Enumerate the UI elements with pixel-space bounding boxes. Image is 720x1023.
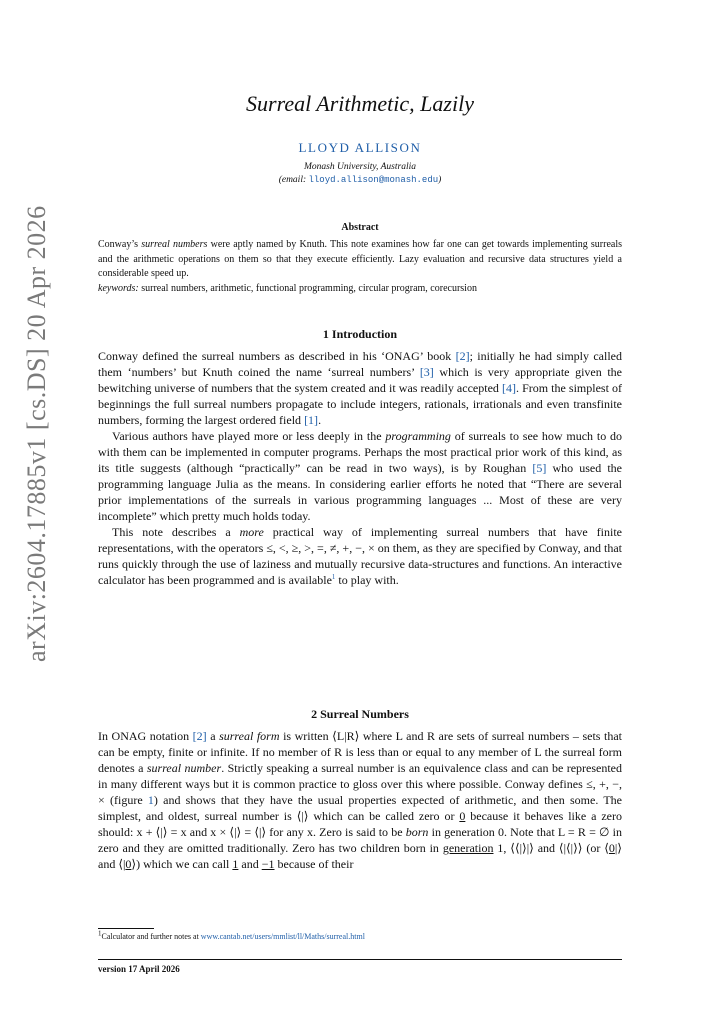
email-suffix: ) (438, 175, 442, 185)
citation-link[interactable]: [1] (304, 413, 319, 427)
citation-link[interactable]: [2] (192, 729, 207, 743)
paragraph: Various authors have played more or less deeply in the programming of surreals to see how much to do with them can be implemented in computer programs. Perhaps the most practical prior work of this kind, as its title suggests (although “practically” can be read in two ways), is by Roughan [5] who used the programming language Julia as the means. In considering earlier efforts he noted that “There are several prior implementations of the surreals in various programming languages ... Most of these are very incomplete” which pretty much holds today. (98, 429, 622, 523)
arxiv-identifier: arXiv:2604.17885v1 [cs.DS] 20 Apr 2026 (22, 205, 51, 662)
section-heading-surreal-numbers: 2 Surreal Numbers (311, 707, 409, 721)
citation-link[interactable]: [3] (419, 365, 434, 379)
footnote-number: 1 (98, 929, 102, 938)
affiliation: Monash University, Australia (304, 162, 416, 172)
email-link[interactable]: lloyd.allison@monash.edu (308, 175, 439, 185)
author-name[interactable]: LLOYD ALLISON (298, 140, 422, 155)
paragraph: In ONAG notation [2] a surreal form is written ⟨L|R⟩ where L and R are sets of surreal numbers – sets that can be empty, finite or infinite. If no member of R is less than or equal to any member of L the surreal form denotes a surreal number. Strictly speaking a surreal number is an equivalence class and can be represented in many different ways but it is common practice to gloss over this where possible. Conway defines ≤, +, −, × (figure 1) and shows that they have the usual properties expected of arithmetic, and then some. The simplest, and oldest, surreal number is ⟨|⟩ which can be called zero or 0 because it behaves like a zero should: x + ⟨|⟩ = x and x × ⟨|⟩ = ⟨|⟩ for any x. Zero is said to be born in generation 0. Note that L = R = ∅ in zero and they are omitted traditionally. Zero has two children born in generation 1, ⟨⟨|⟩|⟩ and ⟨|⟨|⟩⟩ (or ⟨0|⟩ and ⟨|0⟩) which we can call 1 and −1 because of their (98, 729, 623, 871)
footnote-rule (98, 928, 154, 929)
keywords: surreal numbers, arithmetic, functional programming, circular program, corecursion (138, 282, 477, 294)
section-heading-introduction: 1 Introduction (322, 327, 398, 341)
introduction-body (98, 348, 622, 588)
paragraph: Conway defined the surreal numbers as described in his ‘ONAG’ book [2]; initially he had simply called them ‘numbers’ but Knuth coined the name ‘surreal numbers’ [3] which is very appropriate given the bewitching universe of numbers that the system created and it was readily accepted [4]. From the simplest of beginnings the full surreal numbers propagate to include integers, rationals, irrationals and even transfinite numbers, forming the largest ordered field [1]. (98, 349, 622, 427)
footer-rule (98, 959, 622, 960)
figure-link[interactable]: 1 (147, 793, 154, 807)
email-line (0, 175, 720, 185)
citation-link[interactable]: [5] (532, 461, 547, 475)
surreal-numbers-body (98, 728, 622, 872)
version-line: version 17 April 2026 (98, 964, 180, 974)
keywords-label: keywords: (98, 282, 139, 294)
abstract-heading: Abstract (341, 222, 379, 233)
paper-title: Surreal Arithmetic, Lazily (246, 91, 474, 116)
footnote: $^1$Calculator and further notes at www.cantab.net/users/mmlist/ll/Maths/surreal.html (98, 929, 365, 941)
paragraph: This note describes a more practical way of implementing surreal numbers that have finite representations, with the operators ≤, <, ≥, >, =, ≠, +, −, × on them, as they are specified by Conway, and that runs quickly through the use of laziness and mutually recursive data-structures and functions. An interactive calculator has been programmed and is available$^1$ to play with. (98, 525, 622, 587)
citation-link[interactable]: [2] (455, 349, 470, 363)
footnote-url[interactable]: www.cantab.net/users/mmlist/ll/Maths/surreal.html (200, 932, 365, 941)
citation-link[interactable]: [4] (501, 381, 516, 395)
email-prefix: (email: (278, 175, 309, 185)
footnote-marker[interactable]: 1 (331, 573, 336, 581)
abstract-body: Conway’s surreal numbers were aptly named by Knuth. This note examines how far one can get towards implementing surreals and the arithmetic operations on them so that they execute efficiently. Lazy evaluation and recursive data structures yield a considerable speed up. keywords: surreal numbers, arithmetic, functional programming, circular program, corecursion (98, 239, 622, 294)
